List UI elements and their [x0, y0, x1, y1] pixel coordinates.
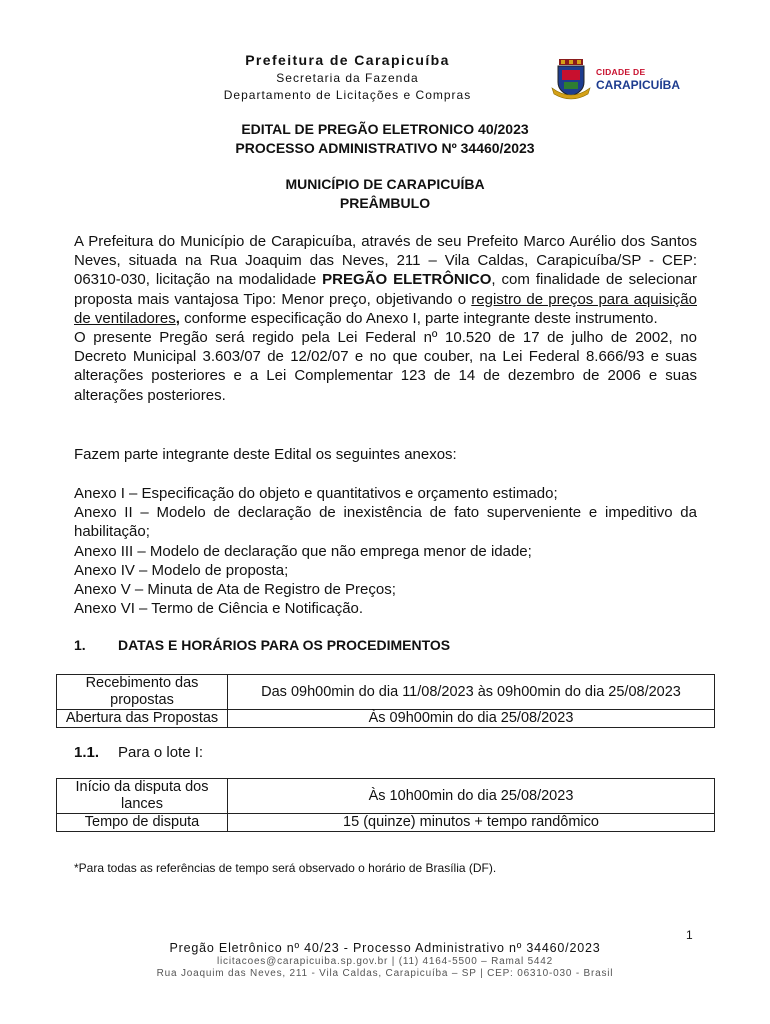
dispute-table [56, 778, 715, 832]
table-row [57, 814, 715, 832]
section-number: 1.1. [74, 744, 100, 761]
table-row [57, 675, 715, 710]
anexo-item: Anexo II – Modelo de declaração de inexistência de fato superveniente e impeditivo da habilitação; [74, 504, 697, 541]
edital-title: EDITAL DE PREGÃO ELETRONICO 40/2023 [241, 121, 529, 137]
city-logo [548, 58, 688, 104]
footer-process: Pregão Eletrônico nº 40/23 - Processo Administrativo nº 34460/2023 [169, 941, 601, 955]
section-title: Para o lote I: [118, 744, 204, 761]
preambulo-paragraph-1: A Prefeitura do Município de Carapicuíba, através de seu Prefeito Marco Aurélio dos Santos Neves, situada na Rua Joaquim das Neves, 211 – Vila Caldas, Carapicuíba/SP - CEP: 06310-030, licitação na modalidade PREGÃO ELETRÔNICO, com finalidade de selecionar proposta mais vantajosa Tipo: Menor preço, objetivando o registro de preços para aquisição de ventiladores, conforme especificação do Anexo I, parte integrante deste instrumento. [74, 233, 697, 327]
preambulo-heading: PREÂMBULO [339, 195, 431, 211]
municipio-title: MUNICÍPIO DE CARAPICUÍBA [285, 176, 485, 192]
timezone-note: *Para todas as referências de tempo será observado o horário de Brasília (DF). [74, 861, 497, 875]
processo-title: PROCESSO ADMINISTRATIVO Nº 34460/2023 [235, 140, 535, 156]
table-cell-value: Das 09h00min do dia 11/08/2023 às 09h00min do dia 25/08/2023 [228, 675, 715, 710]
table-cell-label: Recebimento das propostas [57, 675, 228, 710]
section-title: DATAS E HORÁRIOS PARA OS PROCEDIMENTOS [118, 637, 451, 653]
logo-small-text: CIDADE DE [596, 67, 646, 77]
coat-of-arms-icon [550, 58, 592, 100]
anexo-item: Anexo I – Especificação do objeto e quantitativos e orçamento estimado; [74, 485, 558, 502]
table-cell-value: Às 10h00min do dia 25/08/2023 [228, 779, 715, 814]
section-1-1-heading [74, 744, 203, 761]
dates-table [56, 674, 715, 728]
modalidade-bold: PREGÃO ELETRÔNICO [322, 271, 492, 289]
table-cell-label: Início da disputa dos lances [57, 779, 228, 814]
anexo-item: Anexo III – Modelo de declaração que não emprega menor de idade; [74, 542, 532, 560]
table-cell-value: Às 09h00min do dia 25/08/2023 [228, 710, 715, 728]
preambulo-paragraph-2: O presente Pregão será regido pela Lei Federal nº 10.520 de 17 de julho de 2002, no Decreto Municipal 3.603/07 de 12/02/07 e no que couber, na Lei Federal 8.666/93 e suas alterações posteriores e a Lei Complementar 123 de 14 de dezembro de 2006 e suas alterações posteriores. [74, 329, 697, 404]
table-row [57, 710, 715, 728]
logo-city-name: CARAPICUÍBA [596, 78, 680, 92]
table-cell-label: Abertura das Propostas [57, 710, 228, 728]
table-row [57, 779, 715, 814]
header-secretaria: Secretaria da Fazenda [276, 71, 419, 85]
anexos-list [74, 484, 697, 618]
table-cell-value: 15 (quinze) minutos + tempo randômico [228, 814, 715, 832]
header-title: Prefeitura de Carapicuíba [245, 52, 450, 68]
objeto-underlined: registro de preços para aquisição de ventiladores [74, 290, 697, 327]
anexo-item: Anexo IV – Modelo de proposta; [74, 561, 289, 579]
footer-address: Rua Joaquim das Neves, 211 - Vila Caldas, Carapicuíba – SP | CEP: 06310-030 - Brasil [156, 968, 614, 979]
table-cell-label: Tempo de disputa [57, 814, 228, 832]
document-header [190, 50, 505, 104]
page-number: 1 [686, 928, 693, 942]
section-1-heading [74, 637, 450, 653]
logo-wordmark [596, 66, 680, 92]
header-departamento: Departamento de Licitações e Compras [223, 88, 472, 102]
footer-contact: licitacoes@carapicuiba.sp.gov.br | (11) 4164-5500 – Ramal 5442 [216, 956, 554, 967]
anexo-item: Anexo VI – Termo de Ciência e Notificação. [74, 600, 364, 618]
section-number: 1. [74, 637, 86, 653]
preambulo-body [74, 232, 697, 405]
anexo-item: Anexo V – Minuta de Ata de Registro de Preços; [74, 581, 396, 599]
anexos-intro: Fazem parte integrante deste Edital os seguintes anexos: [74, 446, 457, 463]
